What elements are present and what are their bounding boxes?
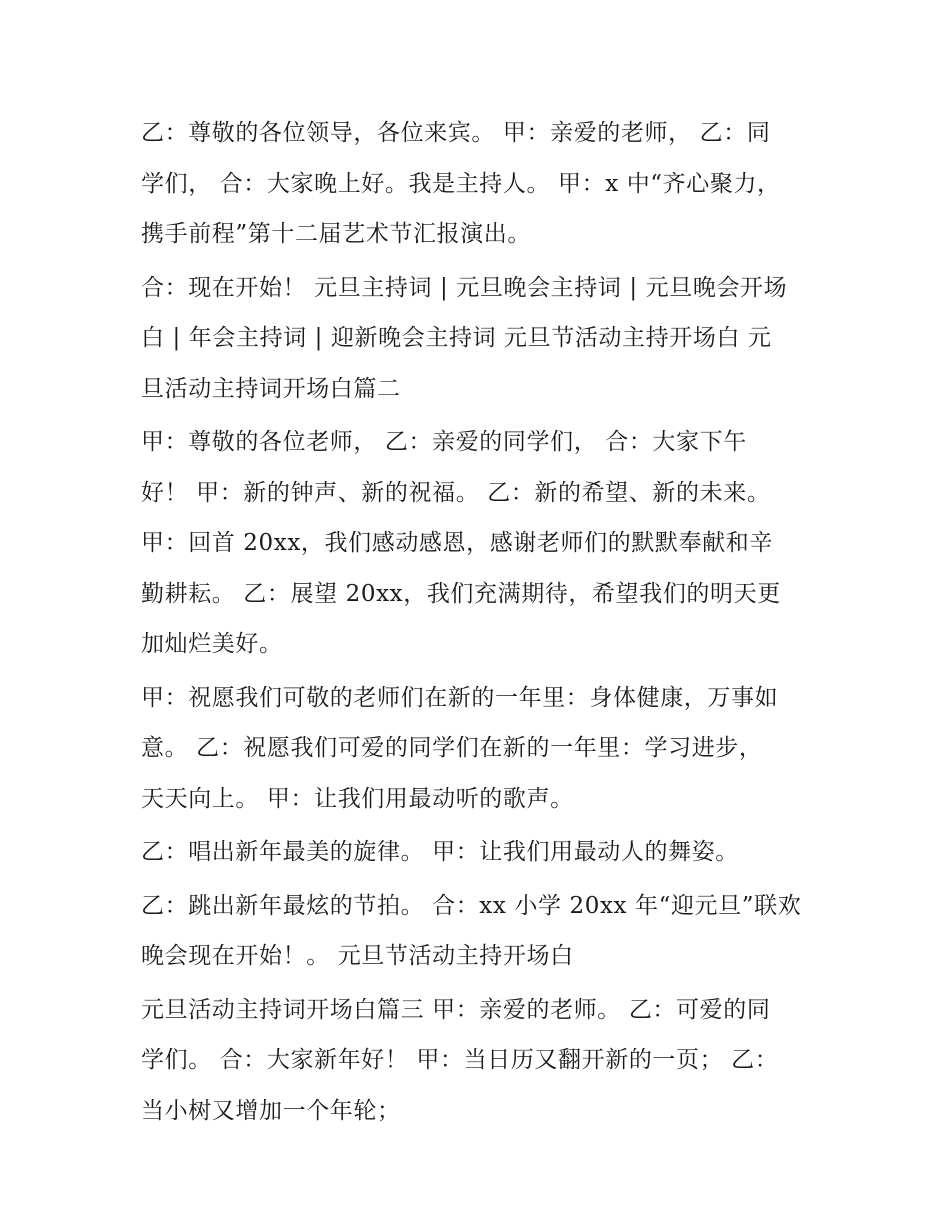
text-line: 勤耕耘。 乙：展望 20xx，我们充满期待，希望我们的明天更: [141, 580, 781, 607]
text-line: 甲：祝愿我们可敬的老师们在新的一年里：身体健康，万事如: [141, 684, 779, 711]
text-line: 携手前程”第十二届艺术节汇报演出。: [141, 221, 531, 247]
paragraph-2: [141, 263, 813, 415]
document-body: [141, 108, 813, 1139]
text-line: 学们。 合：大家新年好！ 甲：当日历又翻开新的一页； 乙：: [141, 1047, 779, 1073]
paragraph-3: [141, 417, 813, 670]
paragraph-7: [141, 985, 813, 1137]
text-line: 天天向上。 甲：让我们用最动听的歌声。: [141, 785, 574, 812]
text-line: 甲：尊敬的各位老师， 乙：亲爱的同学们， 合：大家下午: [141, 429, 747, 455]
text-line: 旦活动主持词开场白篇二: [141, 375, 401, 402]
text-line: 白 | 年会主持词 | 迎新晚会主持词 元旦节活动主持开场白 元: [141, 325, 772, 351]
text-line: 甲：回首 20xx，我们感动感恩，感谢老师们的默默奉献和辛: [141, 530, 773, 556]
text-line: 学们， 合：大家晚上好。我是主持人。 甲：x 中“齐心聚力，: [141, 170, 781, 197]
paragraph-4: [141, 673, 813, 825]
paragraph-6: [141, 881, 813, 982]
text-line: 乙：尊敬的各位领导，各位来宾。 甲：亲爱的老师， 乙：同: [141, 120, 771, 146]
paragraph-1: [141, 108, 813, 260]
paragraph-5: [141, 827, 813, 878]
text-line: 合：现在开始！ 元旦主持词 | 元旦晚会主持词 | 元旦晚会开场: [141, 274, 788, 301]
text-line: 乙：唱出新年最美的旋律。 甲：让我们用最动人的舞姿。: [141, 839, 739, 865]
text-line: 晚会现在开始！。 元旦节活动主持开场白: [141, 943, 574, 969]
text-line: 意。 乙：祝愿我们可爱的同学们在新的一年里：学习进步，: [141, 735, 763, 761]
text-line: 元旦活动主持词开场白篇三 甲：亲爱的老师。 乙：可爱的同: [141, 996, 771, 1023]
text-line: 乙：跳出新年最炫的节拍。 合：xx 小学 20xx 年“迎元旦”联欢: [141, 892, 802, 919]
text-line: 好！ 甲：新的钟声、新的祝福。 乙：新的希望、新的未来。: [141, 479, 771, 506]
text-line: 加灿烂美好。: [141, 631, 283, 657]
text-line: 当小树又增加一个年轮；: [141, 1097, 401, 1124]
